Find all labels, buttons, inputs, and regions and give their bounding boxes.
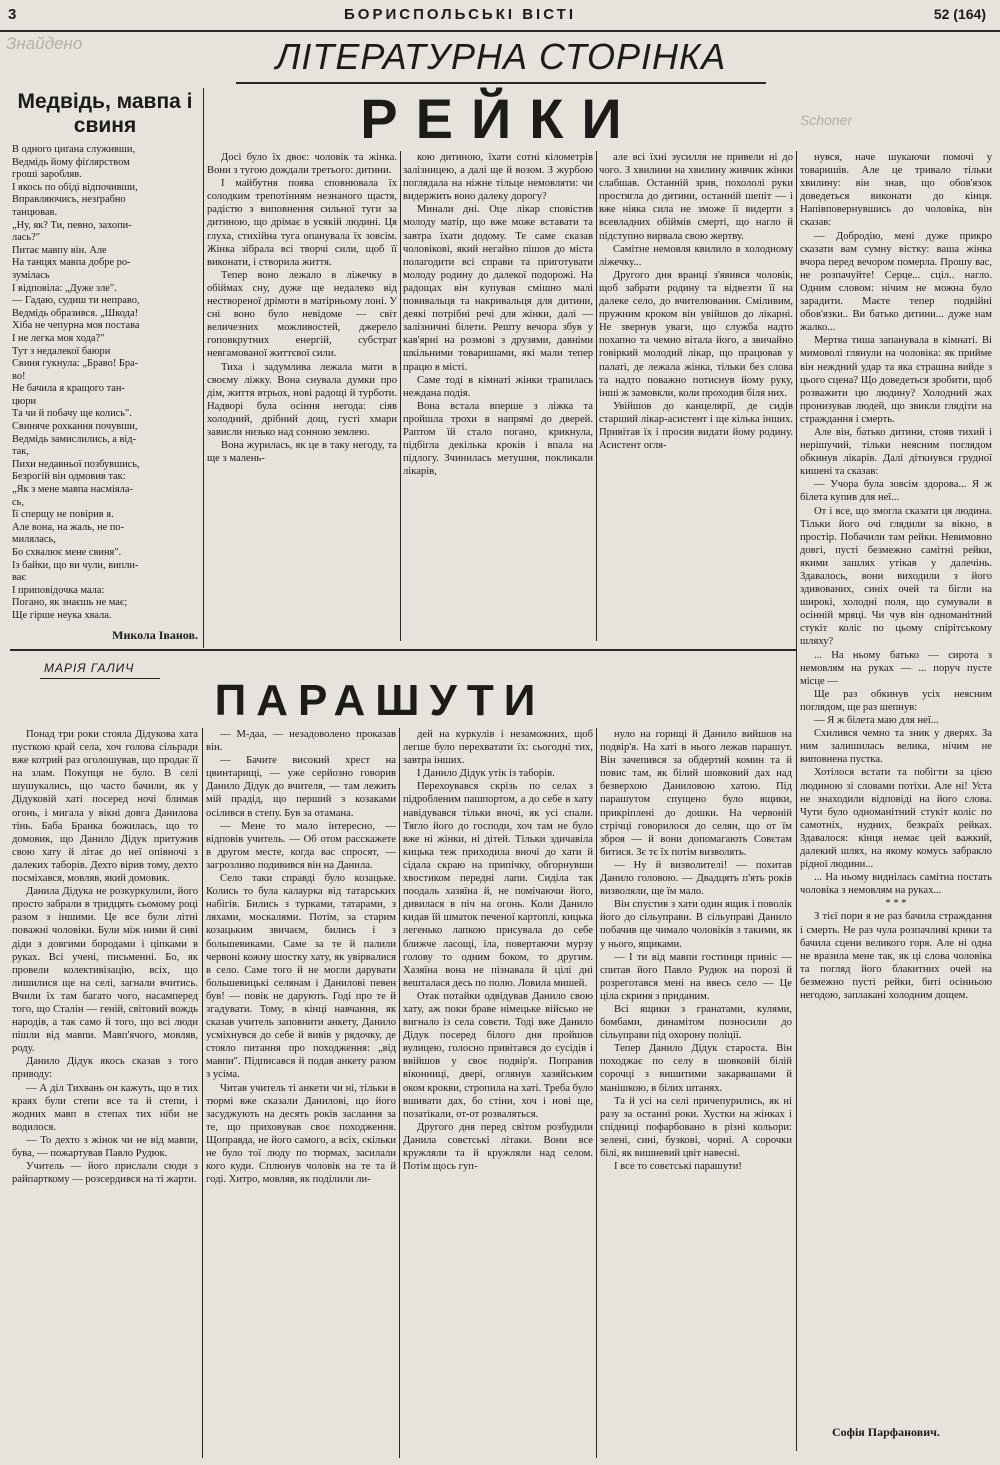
paragraph: — А діл Тихвань он кажуть, що в тих краях були степи все та й степи, і жодних мавп в степах тих ніби не водилося. — [12, 1082, 198, 1133]
page-header — [0, 6, 1000, 28]
paragraph: Данила Дідука не розкуркулили, його просто забрали в тридцять сьомому році разом з іншими. Це все були літні поважні чоловіки. Були між ними й сиві діди з довгими бородами і ціпками в руках. Всі учені, письменні. Бо, як провели колективізацію, всіх, що лишилися ще на селі, загнали вчитись. Вчили їх там багато чого, насамперед того, що Сталін — геній, світовий вождь народів, а так само й того, що всі люди пішли від мавпи. Мавп'ячого, мовляв, роду. — [12, 886, 198, 1055]
poem-line: Її сперщу не повірив я. — [12, 509, 114, 521]
paragraph: — Мене то мало інтересно, — відповів учитель. — Об отом расскажете в другом месте, когда вас спросят, — загрозливо подивився він на Данила. — [206, 820, 396, 871]
parachutes-divider-1 — [202, 728, 203, 1458]
poem-line: Але вона, на жаль, не по- — [12, 521, 125, 533]
poem-line: Питає мавпу він. Але — [12, 244, 107, 256]
paragraph: З тієї пори я не раз бачила страждання і смерть. Не раз чула розпачливі крики та бачила сцени великого горя. Але ні одна не вразила мене так, як ці слова чоловіка та погляд його блакитних очей на безмежно пусті рейки, биті осінньою негодою, заплакані холодним дощем. — [800, 911, 992, 1001]
paragraph: Тиха і задумлива лежала мати в своєму ліжку. Вона снувала думки про дім, життя втрьох, нові радощі й турботи. Надворі була осіння негода: сіяв холодний, дрібний дощ, густі хмари зависли низько над сонною землею. — [207, 361, 397, 438]
paragraph: нувся, наче шукаючи помочі у товаришів. Але це тривало тільки хвилину: він знав, що обов'язок доведеться виконати до кінця. Напівповернувшись до чоловіка, він сказав: — [800, 152, 992, 229]
poem-line: Та чи й побачу ще колись". — [12, 408, 132, 420]
poem-line: Пихи недавньої позбувшись, — [12, 458, 140, 470]
paragraph: Він спустив з хати один ящик і поволік його до сільуправи. В сільуправі Данило побачив ще чимало чоловіків з такими, як у нього, ящиками. — [600, 899, 792, 950]
paragraph: * * * — [885, 898, 907, 910]
paragraph: дей на куркулів і незаможних, щоб легше було перехватати їх: сьогодні тих, завтра інших. — [403, 729, 593, 767]
poem-line: милялась, — [12, 534, 56, 546]
poem-line: В одного циґана служивши, — [12, 144, 136, 155]
poem-line: На танцях мавпа добре ро- — [12, 257, 131, 269]
paragraph: Саме тоді в кімнаті жінки трапилась неждана подія. — [403, 374, 593, 399]
parachutes-divider-2 — [399, 728, 400, 1458]
paragraph: — І ти від мавпи гостинця приніс — спитав його Павло Рудюк на порозі й розреготався мені на ввесь село — Це ціла скриня з приданим. — [600, 951, 792, 1002]
story-rails-column-2 — [403, 151, 593, 641]
poem-author: Микола Іванов. — [112, 627, 198, 642]
paragraph: Вона журилась, як це в таку негоду, та ще з малень- — [207, 440, 397, 465]
poem-line: Ведмідь йому фіґлярством — [12, 156, 130, 168]
paragraph: Другого дня вранці з'явився чоловік, щоб забрати родину та відвезти її на далеке село, до вчителювання. Сміливим, пружним кроком він увійшов до лікарні. Не звернув уваги, що служба надто похапно та чемно вітала його, а звичайно говіркий молодий лікар, що працював у палаті, де лежала жінка, тільки без слова та надто поважно потиснув йому руку, інші ж замовкли, коли проходив біля них. — [599, 269, 793, 399]
story-headline-rails: РЕЙКИ — [360, 87, 640, 150]
poem-line: Вправляючись, незґрабно — [12, 194, 126, 206]
poem-line: лась?" — [12, 232, 41, 244]
paragraph: Хотілося встати та побігти за цією людиною зі словами потіхи. Але ні! Уста не знаходили відповіді на його слова. Чути було одноманітний стукіт коліс по самотніх, нудних, безкраїх рейках. Здавалося: кінця немає цей важкий, далекий шлях, на якому комусь забракло рідної людини... — [800, 767, 992, 871]
story-rails-column-4 — [800, 151, 992, 1419]
poem-line: „Як з мене мавпа насміяла- — [12, 484, 133, 496]
ink-stamp-top-right: Schoner — [800, 112, 853, 128]
paragraph: Самітне немовля квилило в холодному ліжечку... — [599, 243, 793, 268]
paragraph: Учитель — його прислали сюди з райпарткому — розсердився на ті жарти. — [12, 1161, 198, 1186]
poem-line: ває — [12, 572, 26, 584]
paragraph: Другого дня перед світом розбудили Данила совєтські літаки. Вони все кружляли та й кружляли над селом. Потім щось гуп- — [403, 1121, 593, 1173]
poem-line: Не бачила я кращого тан- — [12, 383, 125, 395]
story-parachutes-column-3 — [403, 728, 593, 1458]
poem-line: Безрогій він одмовив так: — [12, 471, 126, 483]
paragraph: — Учора була зовсім здорова... Я ж білета купив для неї... — [800, 479, 992, 504]
story-parachutes-column-2 — [206, 728, 396, 1458]
paragraph: Мертва тиша запанувала в кімнаті. Ві мимоволі глянули на чоловіка: як прийме він неждний удар та яка страшна вийде з цього сцена? Що доведеться зробити, щоб розважити цю людину? Холодний жах пронизував людей, що звикли глядіти на страждання і смерть. — [800, 335, 992, 425]
poem-lines — [12, 144, 198, 623]
paragraph: Але він, батько дитини, стояв тихий і нерішучий, тільки неясним поглядом обкинув лікарів. Далі діткнувся грудної кишені та сказав: — [800, 426, 992, 478]
story-rails-column-3 — [599, 151, 793, 641]
poem-line: гроші заробляв. — [12, 169, 82, 181]
poem-column-divider — [203, 88, 204, 648]
newspaper-name: БОРИСПОЛЬСЬКІ ВІСТІ — [344, 6, 576, 23]
paragraph: І Данило Дідук утік із таборів. — [417, 768, 555, 780]
poem-line: цюри — [12, 395, 37, 407]
paragraph: ... На ньому батько — сирота з немовлям на руках — ... поруч пусте місце — — [800, 649, 992, 687]
story-parachutes-column-4 — [600, 728, 792, 1458]
poem-line: І приповідочка мала: — [12, 584, 105, 596]
paragraph: Та й усі на селі причепурились, як ні разу за останні роки. Хустки на жінках і спідниці пофарбовано в різні кольори: зелені, сині, бузкові, чорні. А сорочки білі, як вишневий цвіт навесні. — [600, 1095, 792, 1159]
story-rails-signature: Софія Парфанович. — [832, 1425, 940, 1439]
paragraph: Отак потайки одвідував Данило свою хату, аж поки браве німецьке військо не вигнало із села совєти. Тоді вже Данило Дідук посеред білого дня пройшов вулицею, голосно привітався до сусідів і ввійшов у своє подвір'я. Поправив віконниці, двері, оглянув хазяйським оком крокви, стропила на хаті. Треба було вшивати дах, бо стіни, хоч і нові ще, позатікали, от-от розваляться. — [403, 990, 593, 1120]
rails-divider-1 — [400, 151, 401, 641]
paragraph: — М-даа, — незадоволено проказав він. — [206, 729, 396, 754]
poem-line: І якось по обіді відпочивши, — [12, 181, 138, 193]
story-rails-column-1 — [207, 151, 397, 641]
poem-line: Свиняче рохкання почувши, — [12, 421, 138, 433]
poem-line: Ведмідь образився. „Шкода! — [12, 307, 139, 319]
paragraph: — Ну й визволителі! — похитав Данило головою. — Двадцять п'ять років визволяли, ще їм мало. — [600, 859, 792, 898]
poem-line: Тут з недалекої баюри — [12, 345, 111, 357]
paragraph: ... На ньому виднілась самітна постать чоловіка з немовлям на руках... — [800, 872, 992, 897]
story-parachutes-author: МАРІЯ ГАЛИЧ — [44, 661, 135, 675]
header-rule — [0, 30, 1000, 32]
paragraph: Увійшов до канцелярії, де сидів старший лікар-асистент і ще кілька інших. Привітав їх і просив видати йому родину. Асистент огля- — [599, 400, 793, 452]
rails-divider-3 — [796, 151, 797, 1451]
poem-title: Медвідь, мавпа і свиня — [17, 90, 193, 137]
story-headline-parachutes: ПАРАШУТИ — [214, 676, 546, 725]
page-number: 3 — [8, 6, 17, 23]
paragraph: — Добродію, мені дуже прикро сказати вам сумну вістку: ваша жінка вчора перед вечором померла. Прошу вас, не розпачуйте! Серце... сціл.. нагло. Одним словом: нічим не можна було зарадити. Маєте тепер подвійні обов'язки.. Ви батько дитини... дуже нам жалко... — [800, 230, 992, 334]
paragraph: — То дехто з жінок чи не від мавпи, бува, — пожартував Павло Рудюк. — [12, 1134, 198, 1159]
poem-line: Свиня гукнула: „Браво! Бра- — [12, 358, 139, 370]
issue-number: 52 (164) — [933, 6, 986, 22]
poem-line: — Гадаю, судиш ти неправо, — [12, 295, 140, 307]
paragraph: — Я ж білета маю для неї... — [814, 715, 939, 727]
poem-line: зумілась — [12, 269, 50, 281]
story-parachutes-column-1 — [12, 728, 198, 1458]
paragraph: Перехоувався скрізь по селах з підробленим пашпортом, а до себе в хату навідувався тільки вночі, як усі спали. Тягло його до господи, хоч там не було вже ні жінки, ні дітей. Тільки здичавіла кицька теж приходила вночі до хати й сідала скраю на припічку, обгорнувши хвостиком передні лапи. Сиділа так поодаль хазяїна й, не помічаючи його, дивилася в піч на огонь. Коли Данило кидав їй шматок печеної картоплі, кицька легенько лапкою присувала до себе ближче ласощі, їла, повертаючи мурзу голову то одним боком, то другим. Хазяїна вона не пізнавала й цілі дні вешталася десь по полю. Ловила мишей. — [403, 781, 593, 989]
rails-divider-2 — [596, 151, 597, 641]
paragraph: Читав учитель ті анкети чи ні, тільки в тюрмі вже сказали Данилові, що його засуджують на десять років заслання за те, що приховував своє походження. Щоправда, не його самого, а всіх, скільки не було тої люду по тюрмах, засилали кого куди. Сплюнув чоловік на те та й годі. Хитро, мовляв, як поділили ли- — [206, 1082, 396, 1186]
paragraph: Всі ящики з гранатами, кулями, бомбами, динамітом позносили до сільуправи під охорону поліції. — [600, 1003, 792, 1042]
section-title: ЛІТЕРАТУРНА СТОРІНКА — [275, 36, 727, 77]
paragraph: Ще раз обкинув усіх неясним поглядом, ще раз шепнув: — [800, 688, 992, 713]
paragraph: Тепер воно лежало в ліжечку в обіймах сну, дуже ще недалеко від нествореної дрімоти в матірньому лоні. У сні воно було невідоме — світ величезних можливостей, джерело гоповкрутних енергій, субстрат невгамованої життєвої сили. — [207, 269, 397, 360]
poem-line: Хіба не чепурна моя постава — [12, 320, 140, 332]
paragraph: Село таки справді було козацьке. Колись то була калаурка від татарських набігів. Бились з турками, татарами, з ляхами, москалями. Потім, за старим козацьким звичаєм, бились і з большевиками. Саме за те й палили червоні кожну шостку хату, як увірвалися в село. Саме того й не могли дарувати большевицькі селянам і Данилові певен був! — повік не дарують. Годі про те й згадувати. Тому, в кінці навчання, як сказав учитель заповнити анкету, Данило усміхнувся до себе й вивів у рядочку, де стояло питання про походження: „від мавпи". Підписався й подав анкету разом з усіма. — [206, 873, 396, 1081]
paragraph: — Бачите високий хрест на цвинтарищі, — уже серйозно говорив Данило Дідук до вчителя, — там лежить мій прадід, що перший з козаками осілився в степу. Був за отамана. — [206, 755, 396, 819]
poem-line: Бо схвалює мене свиня". — [12, 547, 122, 558]
poem-line: Із байки, що ви чули, випли- — [12, 559, 139, 571]
paragraph: кою дитиною, їхати сотні кілометрів залізницею, а далі ще й возом. З журбою поглядала на ніжне тільце немовляти: чи видержить воно далеку дорогу? — [403, 152, 593, 203]
ink-stamp-top-left: Знайдено — [6, 34, 83, 53]
poem-line: сь, — [12, 496, 24, 508]
poem-line: „Ну, як? Ти, певно, захопи- — [12, 219, 132, 231]
poem-line: танцював. — [12, 206, 58, 218]
paragraph: Вона встала вперше з ліжка та пройшла трохи в напрямі до дверей. Раптом їй стало погано, крикнула, підбігла декілька кроків і впала на підлогу. Зчинилась метушня, покликали лікарів, — [403, 400, 593, 478]
paragraph: Минали дні. Оце лікар сповістив молоду матір, що вже може вставати та завтра їхати додому. Те саме сказав чоловікові, який негайно пішов до міста полагодити всі справи та приготувати молоду родину до далекої подорожі. На радощах він купував смішно малі повивальця та накривальця для дитини, деякі потрібні речі для жінки, далі — залізничні білети. Решту вечора збув у кав'ярні на розмові з друзями, давніми шкільними товаришами, які мали тепер працю в місті. — [403, 204, 593, 373]
paragraph: Понад три роки стояла Дідукова хата пусткою край села, хоч голова сільради вже котрий раз оголошував, що продає її на злам. Покупця не було. В селі шушукались, що часто бачили, як у Дідуковій хаті посеред ночі блимав огонь, і мигала у вікні довга Данилова тінь. Баба Бранка божилась, що то домовик, що Данило Дідук притужив свою хату й літає до неї опівночі з далеких таборів. Дехто вірив тому, дехто посміхався, мовляв, який домовик. — [12, 729, 198, 885]
poem-line: Ведмідь замислились, а від- — [12, 433, 137, 445]
byline-underline — [40, 678, 160, 679]
paragraph: От і все, що змогла сказати ця людина. Тільки його очі глядили за вікно, в простір. Побачили там рейки. Невимовно довгі, пусті безмежно самітні рейки, якими зашлях утікав у далечінь. Здавалось, вони виходили з його здивованих, синіх очей та бігли на широкі, холодні поля, що сумували в осінній мряці. Чи чув він одноманітний стукіт коліс по цьому спірітському шляху? — [800, 505, 992, 648]
poem-block — [12, 90, 198, 641]
poem-line: І не легка моя хода?" — [12, 332, 105, 344]
section-title-underline — [236, 82, 766, 84]
paragraph: але всі їхні зусилля не привели ні до чого. З хвилини на хвилину живчик жінки слабшав. Останній зрив, похололі руки простягла до дитини, останній шепіт — і вже ніяка сила не зможе її видерти з всевладних обіймів смерті, що нагло й підступно вирвала свою жертву. — [599, 152, 793, 242]
paragraph: Тепер Данило Дідук староста. Він походжає по селу в шовковій білій сорочці з вишитими закарвашами й манішкою, в білих штанях. — [600, 1043, 792, 1094]
poem-line: так, — [12, 446, 29, 458]
poem-line: І відповіла: „Дуже зле". — [12, 282, 117, 294]
poem-line: Погано, як знаєшь не має; — [12, 597, 128, 609]
paragraph: Досі було їх двоє: чоловік та жінка. Вони з тугою дождали третього: дитини. — [207, 152, 397, 177]
poem-line: Ще гірше неука хвала. — [12, 609, 112, 621]
paragraph: Схилився чемно та зник у дверях. За ним залишилась велика, нічим не виповнена пустка. — [800, 728, 992, 766]
parachutes-divider-3 — [596, 728, 597, 1458]
paragraph: І майбутня поява сповнювала їх солодким трепотінням незнаного щастя, радістю з виповнення сильної туги за дитиною, що дрімає в усякій людині. Ця глуха, стихійна туга опанувала їх зовсім. Жінка зібрала всі творчі сили, щоб її виконати, і створила життя. — [207, 178, 397, 268]
paragraph: нуло на горищі й Данило вийшов на подвір'я. На хаті в нього лежав парашут. Він зачепився за обдертий комин та й повис там, як білий шовковий дах над безверхою Даниловою хатою. Під парашутом спущено було ящики, прикріплені до дошки. На червоній стрічці говорилося до селян, що от їм зброя — й вони допомагають Совєтам битися. Зє тє їх потім визволять. — [600, 729, 792, 858]
lower-section-rule — [10, 649, 796, 651]
paragraph: І все то совєтські парашути! — [614, 1161, 742, 1173]
paragraph: Данило Дідук якось сказав з того приводу: — [12, 1056, 198, 1081]
poem-line: во! — [12, 370, 26, 382]
